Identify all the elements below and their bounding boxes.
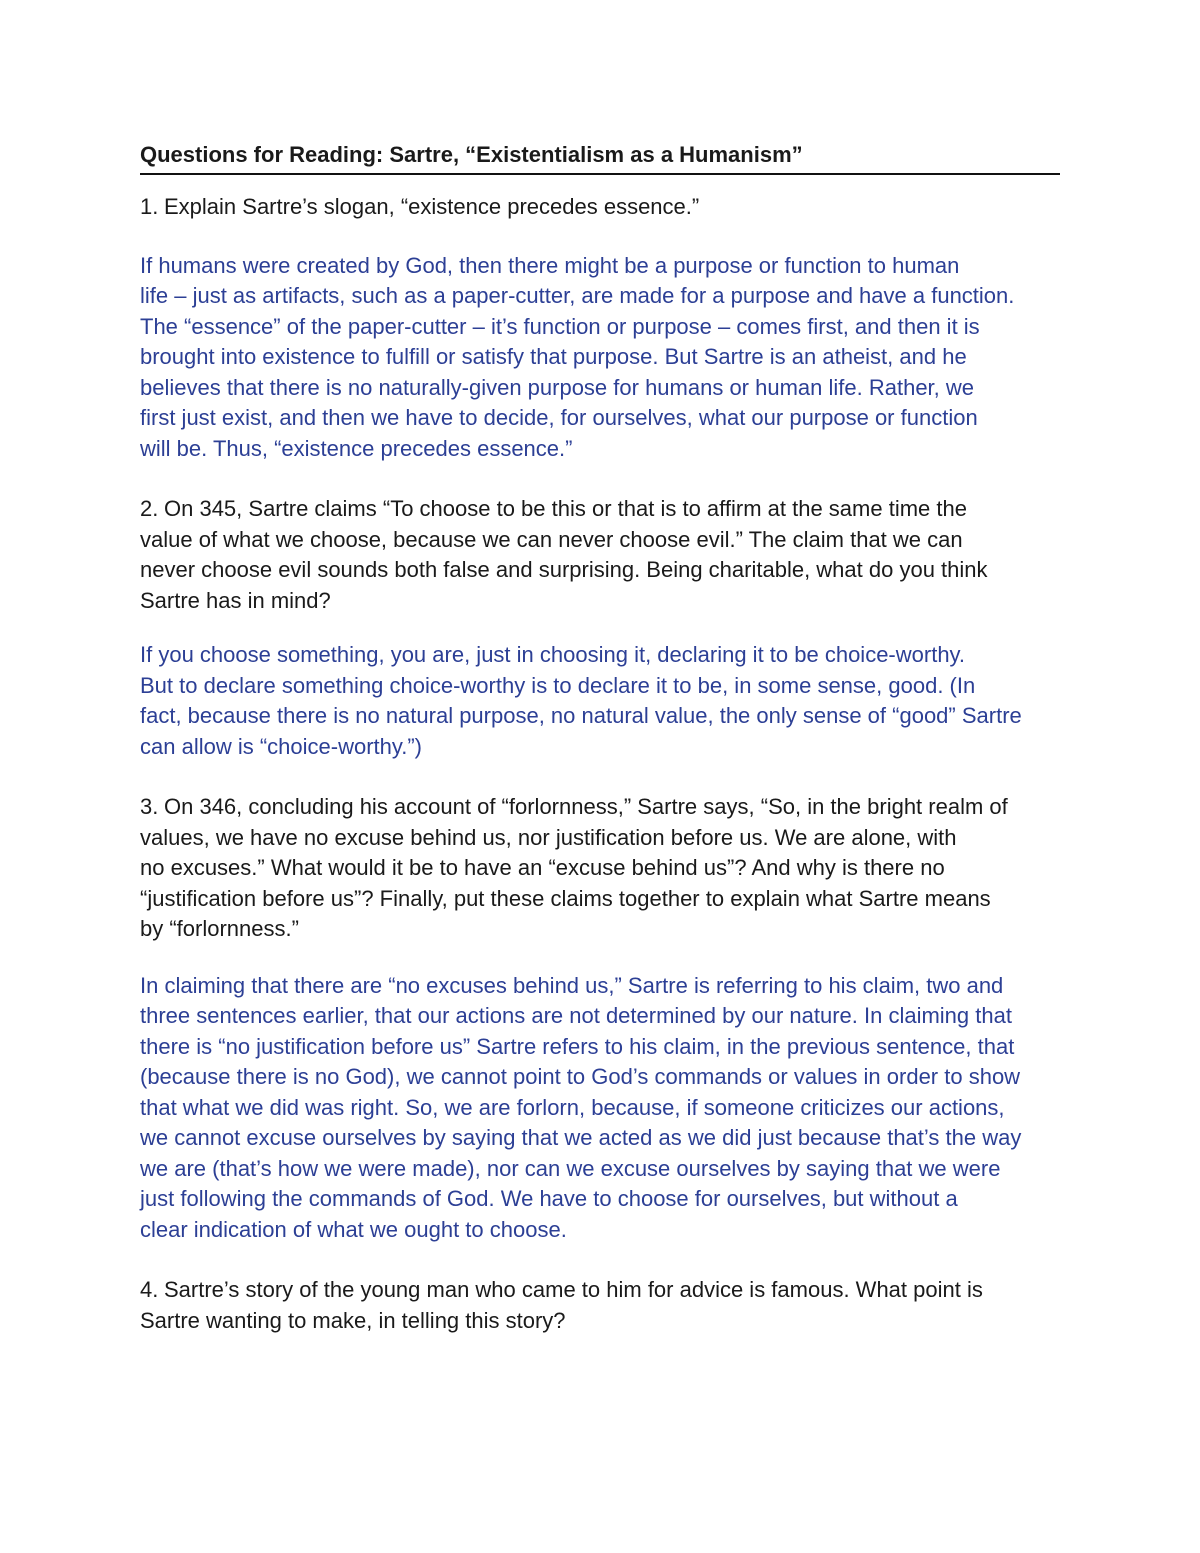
question-4	[140, 1275, 1060, 1336]
question-line: value of what we choose, because we can never choose evil.” The claim that we can	[140, 526, 963, 552]
answer-line: believes that there is no naturally-given purpose for humans or human life. Rather, we	[140, 374, 975, 400]
answer-3	[140, 971, 1060, 1246]
answer-line: we cannot excuse ourselves by saying that we acted as we did just because that’s the way	[140, 1125, 1022, 1150]
answer-line: just following the commands of God. We have to choose for ourselves, but without a	[140, 1186, 958, 1211]
question-line: by “forlornness.”	[140, 916, 299, 941]
answer-2	[140, 640, 1060, 762]
question-line: On 346, concluding his account of “forlornness,” Sartre says, “So, in the bright realm of	[164, 794, 1008, 819]
question-line: values, we have no excuse behind us, nor justification before us. We are alone, with	[140, 824, 957, 850]
question-line: “justification before us”? Finally, put these claims together to explain what Sartre means	[140, 885, 991, 911]
answer-line: The “essence” of the paper-cutter – it’s function or purpose – comes first, and then it is	[140, 313, 980, 339]
answer-line: brought into existence to fulfill or satisfy that purpose. But Sartre is an atheist, and he	[140, 344, 967, 369]
question-1-text: Explain Sartre’s slogan, “existence precedes essence.”	[164, 194, 700, 219]
question-number: 3.	[140, 794, 159, 819]
answer-line: If you choose something, you are, just in choosing it, declaring it to be choice-worthy.	[140, 642, 966, 667]
answer-line: But to declare something choice-worthy is to declare it to be, in some sense, good. (In	[140, 672, 976, 698]
answer-line: there is “no justification before us” Sartre refers to his claim, in the previous sentence, that	[140, 1033, 1015, 1059]
answer-line: we are (that’s how we were made), nor can we excuse ourselves by saying that we were	[140, 1155, 1001, 1181]
answer-line: (because there is no God), we cannot point to God’s commands or values in order to show	[140, 1064, 1021, 1089]
answer-line: can allow is “choice-worthy.”)	[140, 733, 423, 759]
question-line: On 345, Sartre claims “To choose to be this or that is to affirm at the same time the	[164, 496, 967, 521]
answer-line: first just exist, and then we have to decide, for ourselves, what our purpose or function	[140, 405, 978, 430]
question-2	[140, 494, 1060, 616]
answer-1	[140, 251, 1060, 465]
answer-line: three sentences earlier, that our actions are not determined by our nature. In claiming that	[140, 1003, 1012, 1028]
document-page	[140, 138, 1060, 1336]
question-line: no excuses.” What would it be to have an “excuse behind us”? And why is there no	[140, 855, 945, 880]
question-line: never choose evil sounds both false and surprising. Being charitable, what do you think	[140, 557, 988, 582]
answer-line: In claiming that there are “no excuses behind us,” Sartre is referring to his claim, two and	[140, 972, 1004, 998]
question-number: 2.	[140, 496, 159, 521]
answer-line: that what we did was right. So, we are forlorn, because, if someone criticizes our actions,	[140, 1094, 1005, 1120]
question-line: Sartre has in mind?	[140, 587, 331, 613]
question-3	[140, 792, 1060, 945]
question-number: 1.	[140, 194, 159, 219]
answer-line: If humans were created by God, then there might be a purpose or function to human	[140, 252, 960, 278]
answer-line: clear indication of what we ought to choose.	[140, 1216, 567, 1242]
answer-line: will be. Thus, “existence precedes essence.”	[140, 435, 573, 461]
question-line: Sartre’s story of the young man who came to him for advice is famous. What point is	[164, 1277, 983, 1302]
answer-line: fact, because there is no natural purpose, no natural value, the only sense of “good” Sartre	[140, 703, 1022, 728]
document-title: Questions for Reading: Sartre, “Existentialism as a Humanism”	[140, 138, 1060, 175]
question-1	[140, 192, 1060, 223]
question-number: 4.	[140, 1277, 159, 1302]
question-line: Sartre wanting to make, in telling this story?	[140, 1307, 566, 1333]
answer-line: life – just as artifacts, such as a paper-cutter, are made for a purpose and have a function.	[140, 283, 1015, 308]
